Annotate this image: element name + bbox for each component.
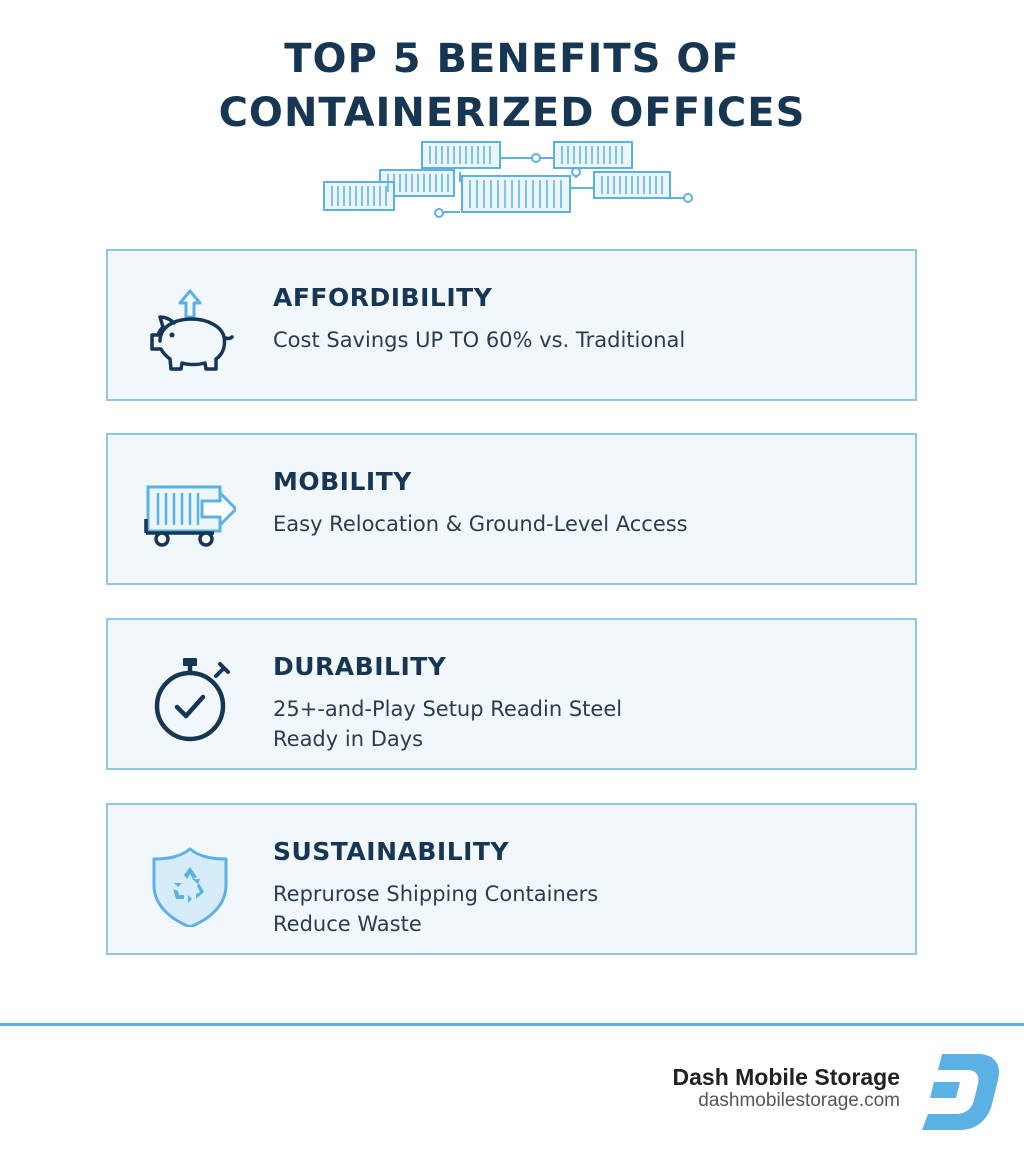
benefit-card-durability (106, 618, 917, 770)
benefit-card-mobility (106, 433, 917, 585)
card-heading: DURABILITY (273, 652, 447, 681)
card-description-line: Reprurose Shipping Containers (273, 882, 599, 906)
card-description (273, 325, 685, 355)
containers-network-illustration (320, 138, 700, 222)
card-description (273, 879, 598, 939)
card-description-line: Cost Savings UP TO 60% vs. Traditional (273, 328, 686, 352)
card-description-line: Easy Relocation & Ground-Level Access (273, 512, 688, 536)
card-heading: AFFORDIBILITY (273, 283, 493, 312)
piggy-bank-icon (140, 285, 236, 373)
footer-divider (0, 1023, 1024, 1026)
benefit-card-sustainability (106, 803, 917, 955)
card-description-line: 25+-and-Play Setup Readin Steel (273, 697, 623, 721)
title-line-1: TOP 5 BENEFITS OF (284, 36, 740, 82)
card-heading: SUSTAINABILITY (273, 837, 510, 866)
card-description-line: Ready in Days (273, 727, 424, 751)
card-heading: MOBILITY (273, 467, 412, 496)
benefit-card-affordibility (106, 249, 917, 401)
page-title (0, 32, 1024, 140)
brand-url[interactable]: dashmobilestorage.com (698, 1090, 900, 1111)
container-truck-icon (140, 469, 236, 557)
brand-name: Dash Mobile Storage (672, 1064, 900, 1090)
card-description (273, 509, 688, 539)
card-description-line: Reduce Waste (273, 912, 422, 936)
recycle-shield-icon (140, 839, 236, 927)
card-description (273, 694, 622, 754)
title-line-2: CONTAINERIZED OFFICES (218, 90, 806, 136)
dash-logo-icon (920, 1052, 1002, 1132)
stopwatch-icon (140, 654, 236, 742)
